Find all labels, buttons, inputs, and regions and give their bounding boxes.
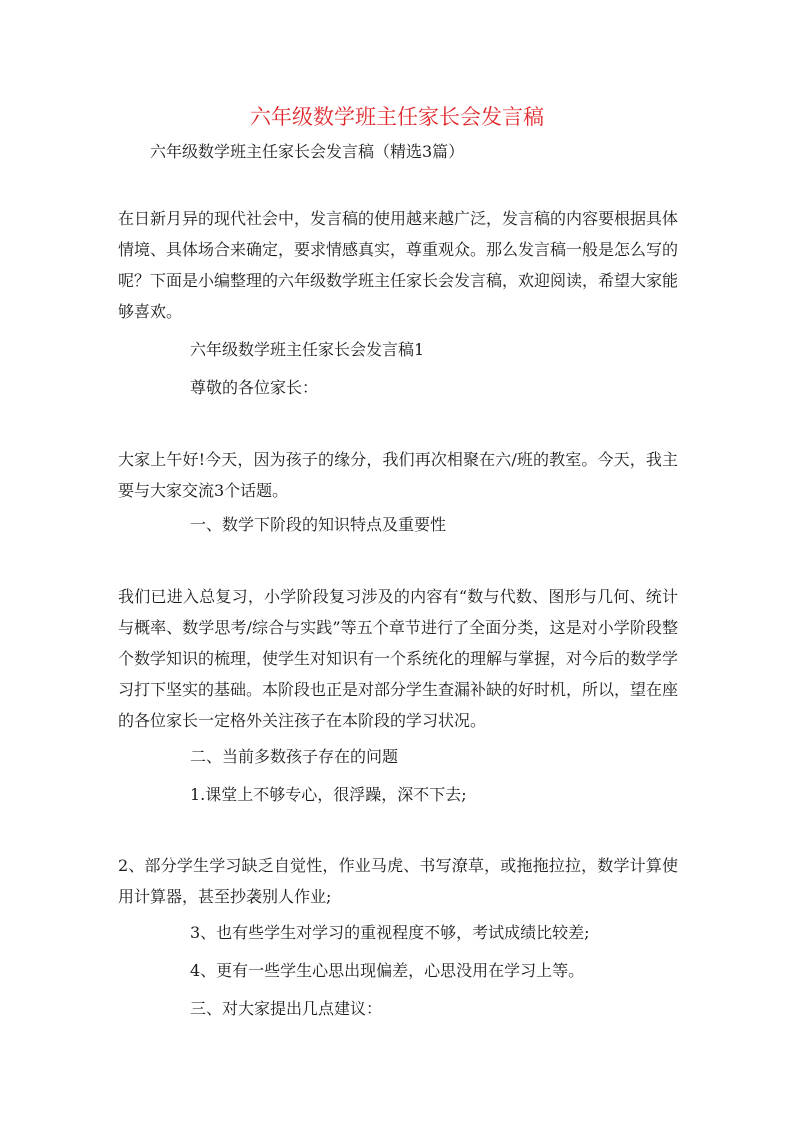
- problem-item-2: 2、部分学生学习缺乏自觉性，作业马虎、书写潦草，或拖拖拉拉，数学计算使用计算器，甚至抄袭别人作业;: [118, 856, 678, 906]
- document-subtitle: 六年级数学班主任家长会发言稿（精选3篇）: [150, 142, 465, 161]
- heading-current-problems: 二、当前多数孩子存在的问题: [190, 747, 399, 766]
- opening-paragraph: 大家上午好!今天，因为孩子的缘分，我们再次相聚在六/班的教室。今天，我主要与大家交流3个话题。: [118, 450, 678, 500]
- section-title: 六年级数学班主任家长会发言稿1: [190, 340, 425, 359]
- intro-paragraph: 在日新月异的现代社会中，发言稿的使用越来越广泛，发言稿的内容要根据具体情境、具体场合来确定，要求情感真实，尊重观众。那么发言稿一般是怎么写的呢？下面是小编整理的六年级数学班主任家长会发言稿，欢迎阅读，希望大家能够喜欢。: [118, 209, 679, 321]
- review-paragraph: 我们已进入总复习，小学阶段复习涉及的内容有“数与代数、图形与几何、统计与概率、数学思考/综合与实践”等五个章节进行了全面分类，这是对小学阶段整个数学知识的梳理，使学生对知识有一个系统化的理解与掌握，对今后的数学学习打下坚实的基础。本阶段也正是对部分学生查漏补缺的好时机，所以，望在座的各位家长一定格外关注孩子在本阶段的学习状况。: [118, 587, 679, 730]
- problem-item-1: 1.课堂上不够专心，很浮躁，深不下去;: [190, 785, 467, 804]
- greeting: 尊敬的各位家长：: [190, 378, 319, 397]
- heading-suggestions: 三、对大家提出几点建议：: [190, 999, 383, 1018]
- heading-knowledge-features: 一、数学下阶段的知识特点及重要性: [190, 515, 447, 534]
- document-title: 六年级数学班主任家长会发言稿: [250, 105, 544, 129]
- problem-item-4: 4、更有一些学生心思出现偏差，心思没用在学习上等。: [190, 961, 585, 980]
- problem-item-3: 3、也有些学生对学习的重视程度不够，考试成绩比较差;: [190, 923, 590, 942]
